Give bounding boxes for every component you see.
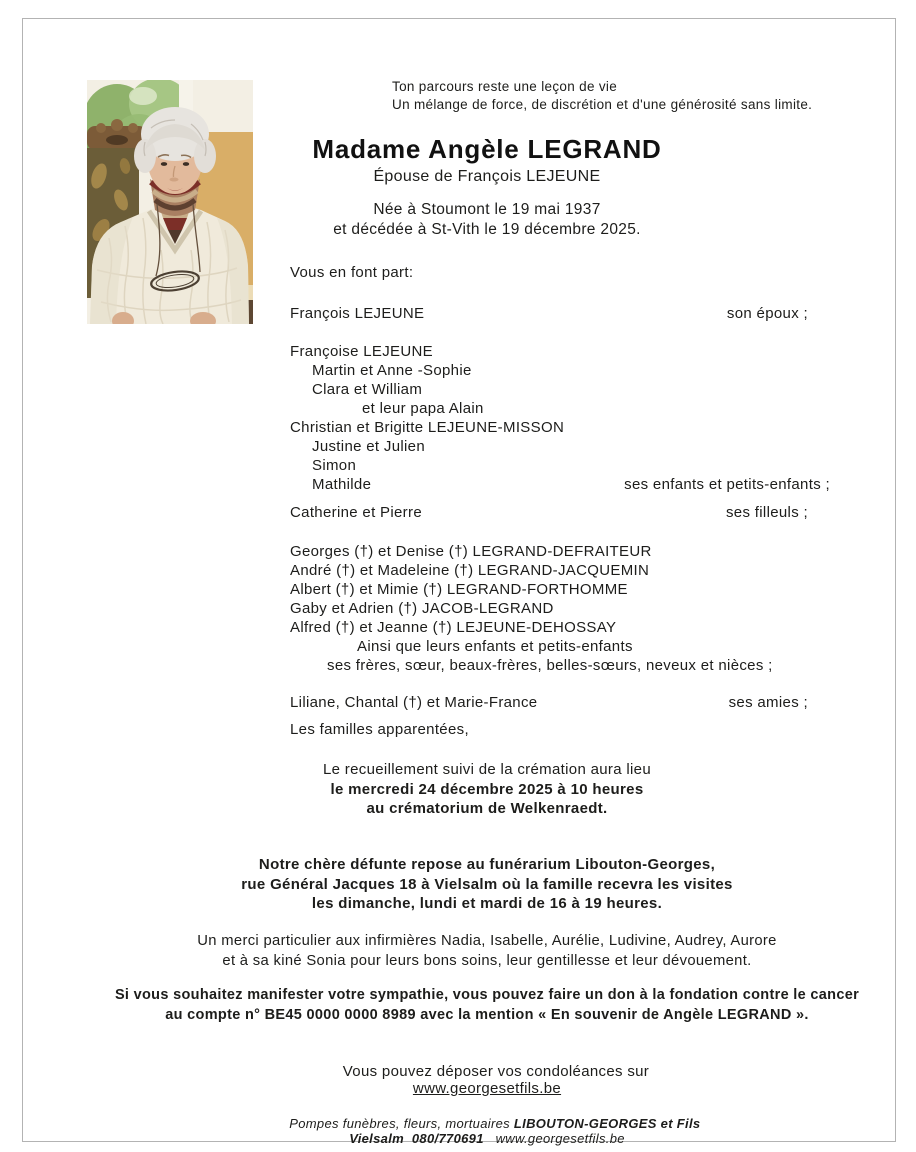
donation-line-2: au compte n° BE45 0000 0000 8989 avec la mention « En souvenir de Angèle LEGRAND ». bbox=[165, 1007, 809, 1023]
family-row bbox=[290, 562, 808, 580]
thanks-line-2: et à sa kiné Sonia pour leurs bons soins, leur gentillesse et leur dévouement. bbox=[222, 953, 752, 969]
death-line: et décédée à St-Vith le 19 décembre 2025. bbox=[333, 221, 641, 238]
thanks-paragraph bbox=[197, 931, 776, 971]
family-row bbox=[290, 305, 808, 323]
ceremony-line-2: le mercredi 24 décembre 2025 à 10 heures bbox=[330, 780, 644, 798]
family-member-name: Mathilde bbox=[312, 476, 372, 493]
family-row bbox=[290, 362, 830, 380]
family-member-name: Liliane, Chantal (†) et Marie-France bbox=[290, 694, 538, 711]
family-member-name: Simon bbox=[312, 457, 357, 474]
announcement-intro: Vous en font part: bbox=[290, 264, 414, 281]
footer-city-phone: Vielsalm 080/770691 bbox=[349, 1116, 713, 1146]
family-row bbox=[290, 400, 880, 418]
deceased-header bbox=[312, 134, 661, 240]
family-row bbox=[290, 504, 808, 522]
family-member-name: Alfred (†) et Jeanne (†) LEJEUNE-DEHOSSAY bbox=[290, 619, 617, 636]
spouse-line: Épouse de François LEJEUNE bbox=[373, 168, 601, 185]
relation-label: ses filleuls ; bbox=[725, 504, 808, 521]
family-member-name: Georges (†) et Denise (†) LEGRAND-DEFRAITEUR bbox=[290, 543, 652, 560]
portrait-photo bbox=[87, 80, 253, 324]
family-member-name: Catherine et Pierre bbox=[290, 504, 422, 521]
family-member-name: Christian et Brigitte LEJEUNE-MISSON bbox=[290, 419, 565, 436]
family-member-name: Martin et Anne -Sophie bbox=[312, 362, 472, 379]
family-row bbox=[290, 657, 845, 675]
relation-label: son époux ; bbox=[726, 305, 808, 322]
relation-label: ses enfants et petits-enfants ; bbox=[624, 476, 830, 493]
family-member-name: Les familles apparentées, bbox=[290, 721, 469, 738]
repose-line-3: les dimanche, lundi et mardi de 16 à 19 heures. bbox=[311, 895, 663, 912]
repose-line-2: rue Général Jacques 18 à Vielsalm où la famille recevra les visites bbox=[241, 875, 733, 893]
condolences-text: Vous pouvez déposer vos condoléances sur bbox=[342, 1063, 654, 1080]
family-row bbox=[290, 638, 875, 656]
family-member-name: Albert (†) et Mimie (†) LEGRAND-FORTHOMME bbox=[290, 581, 628, 598]
condolences-website-link[interactable]: www.georgesetfils.be bbox=[412, 1080, 562, 1097]
family-row bbox=[290, 543, 808, 561]
family-row bbox=[290, 694, 808, 712]
family-row bbox=[290, 721, 808, 739]
footer-website: www.georgesetfils.be bbox=[495, 1131, 625, 1146]
family-member-name: Clara et William bbox=[312, 381, 423, 398]
donation-paragraph bbox=[115, 985, 859, 1025]
epigraph bbox=[392, 78, 812, 113]
family-member-name: François LEJEUNE bbox=[290, 305, 425, 322]
ceremony-line-3: au crématorium de Welkenraedt. bbox=[366, 800, 608, 817]
family-row bbox=[290, 619, 808, 637]
family-member-name: Françoise LEJEUNE bbox=[290, 343, 433, 360]
family-member-name: Justine et Julien bbox=[312, 438, 426, 455]
footer-services-text: Pompes funèbres, fleurs, mortuaires bbox=[289, 1116, 514, 1131]
family-row bbox=[290, 438, 830, 456]
family-row bbox=[290, 600, 808, 618]
donation-line-1: Si vous souhaitez manifester votre sympathie, vous pouvez faire un don à la fondation contre le cancer bbox=[114, 987, 860, 1003]
birth-line: Née à Stoumont le 19 mai 1937 bbox=[373, 201, 601, 218]
family-row bbox=[290, 343, 808, 361]
epigraph-line-2: Un mélange de force, de discrétion et d'une générosité sans limite. bbox=[392, 96, 813, 112]
relation-label: ses amies ; bbox=[728, 694, 808, 711]
family-member-name: Gaby et Adrien (†) JACOB-LEGRAND bbox=[290, 600, 554, 617]
repose-line-1: Notre chère défunte repose au funérarium Libouton-Georges, bbox=[258, 856, 716, 873]
family-member-name: Ainsi que leurs enfants et petits-enfants bbox=[357, 638, 633, 655]
thanks-line-1: Un merci particulier aux infirmières Nadia, Isabelle, Aurélie, Ludivine, Audrey, Aurore bbox=[197, 933, 777, 949]
family-row bbox=[290, 419, 808, 437]
family-member-name: et leur papa Alain bbox=[362, 400, 484, 417]
footer-company-name: LIBOUTON-GEORGES et Fils bbox=[513, 1116, 701, 1131]
portrait-photo-drawing bbox=[87, 80, 253, 324]
family-row bbox=[290, 457, 830, 475]
family-row bbox=[290, 476, 830, 494]
epigraph-line-1: Ton parcours reste une leçon de vie bbox=[392, 79, 618, 94]
family-row bbox=[290, 381, 830, 399]
family-member-name: ses frères, sœur, beaux-frères, belles-sœurs, neveux et nièces ; bbox=[327, 657, 773, 674]
ceremony-paragraph bbox=[323, 760, 651, 819]
deceased-name-title: Madame Angèle LEGRAND bbox=[312, 134, 662, 164]
repose-paragraph bbox=[241, 855, 732, 914]
family-row bbox=[290, 581, 808, 599]
family-member-name: André (†) et Madeleine (†) LEGRAND-JACQUEMIN bbox=[290, 562, 650, 579]
footer-funeral-home-line bbox=[273, 1101, 713, 1152]
ceremony-line-1: Le recueillement suivi de la crémation aura lieu bbox=[322, 761, 652, 778]
